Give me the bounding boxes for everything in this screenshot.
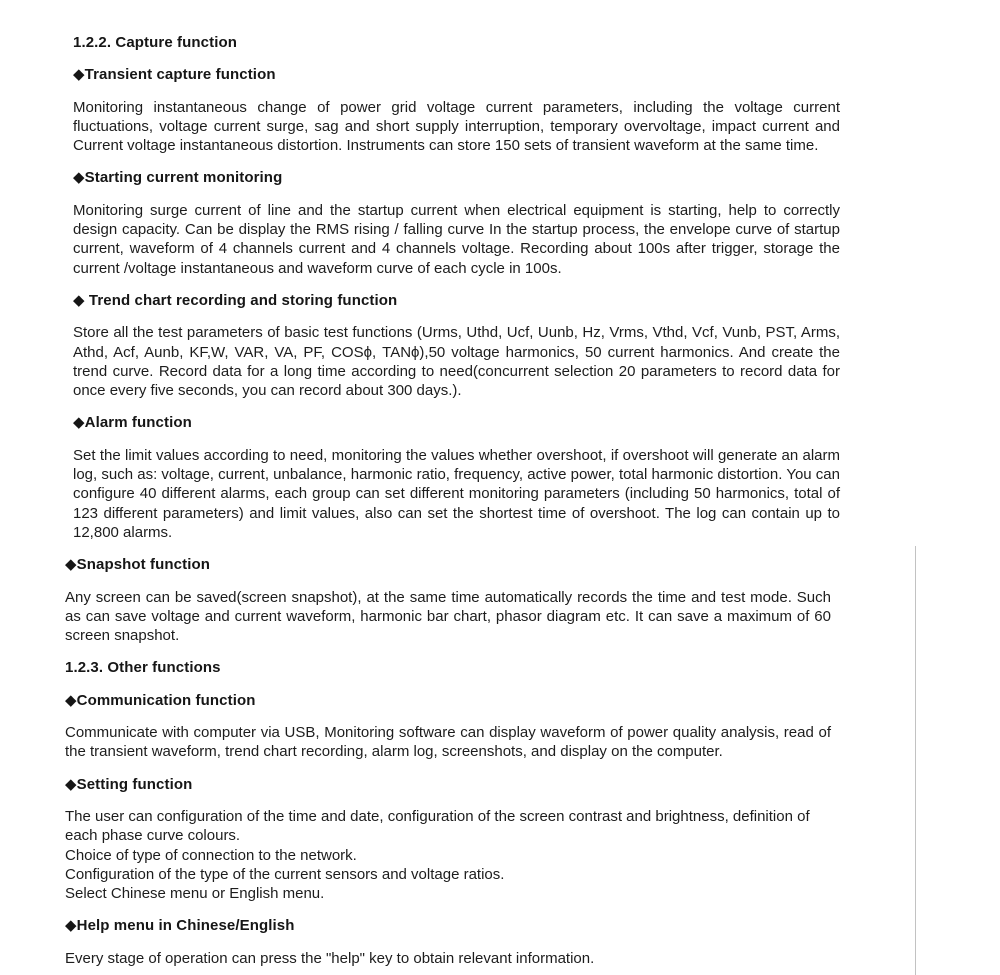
subheading-setting: ◆Setting function [65, 775, 193, 793]
subheading-trend-chart: ◆ Trend chart recording and storing function [73, 291, 398, 309]
subheading-help-menu: ◆Help menu in Chinese/English [65, 917, 295, 935]
paragraph-snapshot: Any screen can be saved(screen snapshot), at the same time automatically records the time and test mode. Such as can save voltage and current waveform, harmonic bar chart, phasor diagram etc. It can save a maximum of 60 screen snapshot. [65, 588, 831, 645]
paragraph-alarm: Set the limit values according to need, monitoring the values whether overshoot, if overshoot will generate an alarm log, such as: voltage, current, unbalance, harmonic ratio, frequency, active power, total harmonic distortion. You can configure 40 different alarms, each group can set different monitoring parameters (including 50 harmonics, total of 123 different parameters) and limit values, also can set the shortest time of overshoot. The log can contain up to 12,800 alarms. [73, 446, 840, 541]
paragraph-trend-chart: Store all the test parameters of basic test functions (Urms, Uthd, Ucf, Uunb, Hz, Vrms, Vthd, Vcf, Vunb, PST, Arms, Athd, Acf, Aunb, KF,W, VAR, VA, PF, COSϕ, TANϕ),50 voltage harmonics, 50 current harmonics. And create the trend curve. Record data for a long time according to need(concurrent selection 20 parameters to record data for once every five seconds, you can record about 300 days.). [73, 324, 840, 400]
subheading-alarm: ◆Alarm function [73, 414, 192, 432]
paragraph-starting-current: Monitoring surge current of line and the startup current when electrical equipment is starting, help to correctly design capacity. Can be display the RMS rising / falling curve In the startup process, the envelope curve of startup current, waveform of 4 channels current and 4 channels voltage. Recording about 100s after trigger, storage the current /voltage instantaneous and waveform curve of each cycle in 100s. [73, 201, 840, 277]
page-edge-line [915, 546, 916, 975]
section-heading-capture: 1.2.2. Capture function [73, 34, 237, 51]
paragraph-transient-capture: Monitoring instantaneous change of power grid voltage current parameters, including the voltage current fluctuations, voltage current surge, sag and short supply interruption, temporary overvoltage, impact current and Current voltage instantaneous distortion. Instruments can store 150 sets of transient waveform at the same time. [73, 98, 840, 155]
setting-line-network: Choice of type of connection to the network. [65, 846, 357, 864]
subheading-transient-capture: ◆Transient capture function [73, 66, 276, 84]
section-heading-other: 1.2.3. Other functions [65, 659, 221, 677]
paragraph-help-menu: Every stage of operation can press the "help" key to obtain relevant information. [65, 949, 595, 967]
setting-line-sensors: Configuration of the type of the current sensors and voltage ratios. [65, 865, 505, 883]
setting-line-language: Select Chinese menu or English menu. [65, 885, 325, 903]
subheading-snapshot: ◆Snapshot function [65, 556, 210, 574]
capture-function-section [73, 33, 840, 542]
subheading-starting-current: ◆Starting current monitoring [73, 169, 283, 187]
paragraph-communication: Communicate with computer via USB, Monitoring software can display waveform of power quality analysis, read of the transient waveform, trend chart recording, alarm log, screenshots, and display on the computer. [65, 724, 831, 761]
setting-line-datetime: The user can configuration of the time and date, configuration of the screen contrast and brightness, definition of each phase curve colours. [65, 807, 810, 845]
other-functions-section [65, 555, 831, 968]
paragraph-setting [65, 807, 831, 903]
subheading-communication: ◆Communication function [65, 691, 256, 709]
